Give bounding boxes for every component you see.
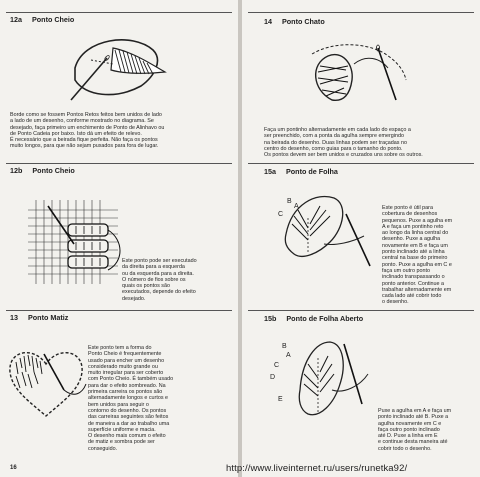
section-12a-number: 12a [10, 15, 22, 24]
right-page [242, 0, 480, 477]
text-line: faça um outro ponto [382, 267, 430, 274]
section-15a-number: 15a [264, 167, 276, 176]
text-line: cobertura de desenhos [382, 211, 438, 218]
point-label-c: C [278, 211, 284, 218]
section-15a-title: Ponto de Folha [286, 167, 338, 176]
text-line: Este ponto é útil para [382, 205, 433, 211]
text-line: Este ponto tem a forma do [88, 345, 152, 351]
text-line: novamente em B e faça um [382, 242, 448, 249]
section-12b-number: 12b [10, 166, 23, 175]
point-label-b: B [282, 343, 287, 350]
section-divider [248, 163, 474, 164]
text-line: com Ponto Cheio. É também usado [88, 376, 174, 383]
point-label-c: C [274, 362, 280, 369]
text-line: central na base do primeiro [382, 255, 448, 262]
text-line: agulha novamente em C e [378, 420, 442, 427]
text-line: da direita para a esquerda [122, 264, 185, 271]
section-13-heading [10, 313, 68, 322]
text-line: faça outro ponto inclinado [378, 426, 440, 433]
text-line: até D. Puxe a linha em E [378, 433, 438, 440]
section-divider [6, 163, 232, 164]
figure-12a-satin-stitch [55, 30, 175, 108]
section-divider [248, 12, 474, 13]
text-line: ser preenchido, com a ponta da agulha sempre emergindo [264, 133, 404, 140]
section-12b-heading [10, 166, 75, 175]
text-line: É necessário que a beirada fique perfeita. Não faça os pontos [10, 137, 158, 144]
text-line: para dar o efeito sombreado. Na [88, 382, 166, 389]
point-label-e: E [278, 396, 283, 403]
section-15a-heading [264, 167, 338, 176]
text-line: Puxe a agulha em A e faça um [378, 408, 452, 414]
watermark-url: http://www.liveinternet.ru/users/runetka92/ [226, 463, 408, 474]
left-page [0, 0, 238, 477]
text-line: ao longo da linha central do [382, 230, 449, 237]
text-line: Este ponto pode ser executado [122, 258, 197, 264]
text-line: muito irregular para ser coberto [88, 370, 164, 377]
section-14-number: 14 [264, 17, 272, 26]
text-line: ponto anterior. Continue a [382, 280, 445, 287]
page-number: 16 [10, 465, 17, 471]
text-line: desejado. [122, 295, 146, 302]
text-line: primeira carreira os pontos são [88, 389, 163, 396]
text-line: desenho. Puxe a agulha [382, 236, 441, 243]
text-line: trabalhar alternadamente em [382, 286, 452, 293]
section-12a-text [10, 112, 164, 150]
text-line: quais os pontos são [122, 283, 170, 290]
figure-14-fishbone-stitch [292, 40, 422, 116]
text-line: muito longos, para que não sejam puxados para fora de lugar. [10, 143, 159, 150]
text-line: superfície uniforme e macia. [88, 426, 156, 433]
text-line: centro do desenho, como guias para o tamanho do ponto. [264, 145, 403, 152]
text-line: e continue desta maneira até [378, 439, 448, 446]
text-line: contorno do desenho. Os pontos [88, 407, 167, 414]
text-line: O número de fios sobre os [122, 276, 186, 283]
text-line: cobrir todo o desenho. [378, 445, 432, 452]
section-14-heading [264, 17, 325, 26]
text-line: A e faça um pontinho reto [382, 223, 444, 230]
section-14-text [264, 127, 423, 158]
figure-15b-open-leaf-stitch [290, 334, 380, 426]
text-line: O desenho mais comum o efeito [88, 433, 166, 440]
text-line: de matiz e sombra pode ser [88, 439, 155, 446]
text-line: Faça um pontinho alternadamente em cada lado do espaço a [264, 127, 411, 133]
text-line: ou da esquerda para a direita. [122, 270, 194, 277]
section-12b-text [122, 258, 197, 302]
text-line: conseguido. [88, 445, 118, 452]
text-line: a lado de um desenho, conforme mostrado no diagrama. Se [10, 118, 154, 125]
point-label-a: A [294, 203, 299, 210]
text-line: o desenho. [382, 299, 409, 306]
text-line: bem unidos para seguir o [88, 401, 149, 408]
section-12a-title: Ponto Cheio [32, 15, 75, 24]
section-divider [6, 12, 232, 13]
section-12b-title: Ponto Cheio [32, 166, 75, 175]
text-line: pequenos. Puxe a agulha em [382, 217, 453, 224]
section-15b-number: 15b [264, 314, 277, 323]
figure-12b-counted-satin [28, 200, 128, 290]
section-15a-text [382, 205, 452, 306]
section-14-title: Ponto Chato [282, 17, 325, 26]
text-line: alternadamente longos e curtos e [88, 395, 169, 402]
figure-13-long-short-stitch [4, 344, 92, 424]
text-line: executados, depende do efeito [122, 289, 196, 296]
section-13-text [88, 345, 173, 452]
section-12a-heading [10, 15, 74, 24]
point-label-d: D [270, 374, 276, 381]
text-line: usado para encher um desenho [88, 357, 165, 364]
text-line: na beirada do desenho. Duas linhas podem ser traçadas no [264, 139, 407, 146]
point-label-b: B [287, 198, 292, 205]
text-line: Os pontos devem ser bem unidos e cruzados uns sobre os outros. [264, 152, 423, 159]
section-15b-heading [264, 314, 363, 323]
text-line: ponto inclinado até B. Puxe a [378, 414, 449, 421]
section-divider [6, 310, 232, 311]
text-line: desejado, faça primeiro um enchimento de Ponto de Alinhavo ou [10, 124, 165, 131]
text-line: inclinado transpassando o [382, 274, 445, 281]
section-15b-text [378, 408, 451, 452]
point-label-a: A [286, 352, 291, 359]
text-line: Ponto Cheio é frequentemente [88, 351, 162, 358]
text-line: de maneira a dar ao trabalho uma [88, 420, 170, 427]
text-line: das carreiras seguintes são feitos [88, 414, 169, 421]
text-line: de Ponto Cadeia por baixo. Isto dá um efeito de relevo. [10, 130, 142, 137]
text-line: ponto. Puxe a agulha em C e [382, 261, 452, 268]
text-line: considerado muito grande ou [88, 363, 158, 370]
section-13-number: 13 [10, 313, 18, 322]
section-15b-title: Ponto de Folha Aberto [286, 314, 364, 323]
text-line: ponto inclinado até a linha [382, 249, 445, 256]
section-divider [248, 310, 474, 311]
text-line: cada lado até cobrir todo [382, 293, 442, 300]
text-line: Borde como se fossem Pontos Retos feitos bem unidos de lado [10, 112, 162, 118]
section-13-title: Ponto Matiz [28, 313, 69, 322]
